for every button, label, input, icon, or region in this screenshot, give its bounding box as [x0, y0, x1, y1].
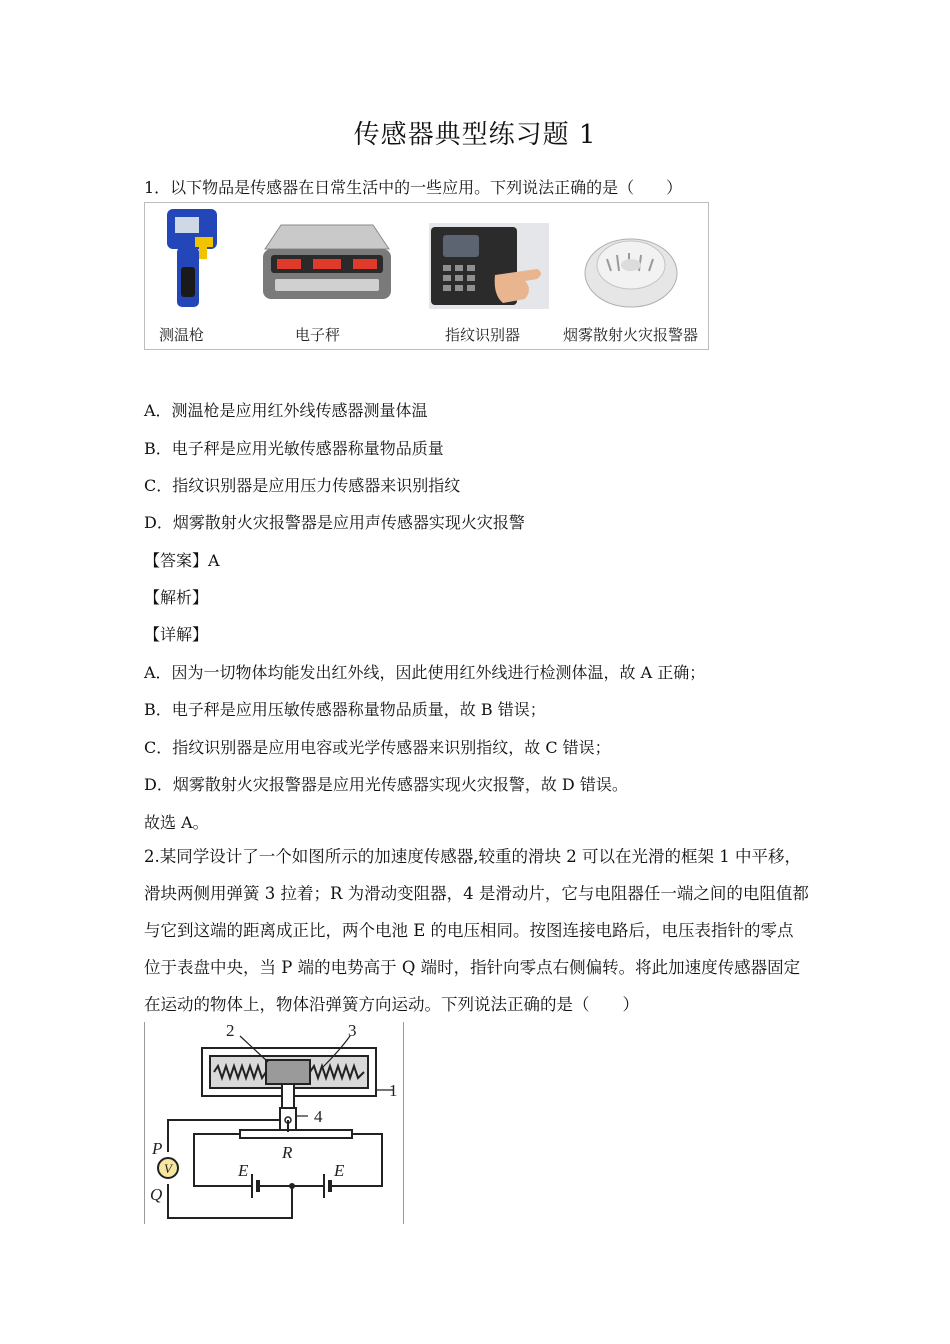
caption-thermometer: 测温枪 [159, 326, 205, 344]
explanation-c: C．指纹识别器是应用电容或光学传感器来识别指纹，故 C 错误； [144, 738, 611, 757]
caption-scale: 电子秤 [295, 326, 341, 344]
slider-rod [282, 1084, 294, 1108]
voltmeter-label: V [164, 1161, 172, 1176]
accelerometer-circuit-diagram [144, 1022, 404, 1224]
label-p: P [152, 1139, 163, 1158]
question-1-stem: 1．以下物品是传感器在日常生活中的一些应用。下列说法正确的是（ ） [144, 178, 683, 197]
conclusion: 故选 A。 [144, 813, 209, 832]
detail-heading: 【详解】 [144, 625, 209, 644]
label-contact: 4 [314, 1107, 323, 1126]
caption-fingerprint: 指纹识别器 [445, 326, 521, 344]
explanation-a: A．因为一切物体均能发出红外线，因此使用红外线进行检测体温，故 A 正确； [144, 663, 706, 682]
page-title: 传感器典型练习题 1 [353, 120, 597, 150]
label-resistor: R [282, 1143, 293, 1162]
option-a: A．测温枪是应用红外线传感器测量体温 [144, 401, 428, 420]
answer: 【答案】A [144, 551, 220, 570]
resistor [240, 1130, 352, 1138]
question-2-stem: 2.某同学设计了一个如图所示的加速度传感器,较重的滑块 2 可以在光滑的框架 1 中平移，滑块两侧用弹簧 3 拉着；R 为滑动变阻器，4 是滑动片，它与电阻器任一端之间的电阻值都与它到这端的距离成正比，两个电池 E 的电压相同。按图连接电路后，电压表指针的零点位于表盘中央，当 P 端的电势高于 Q 端时，指针向零点右侧偏转。将此加速度传感器固定在运动的物体上，物体沿弹簧方向运动。下列说法正确的是（ ） [144, 847, 809, 1014]
electronic-scale-icon [257, 219, 397, 309]
label-battery-left: E [238, 1161, 249, 1180]
label-q: Q [150, 1185, 163, 1204]
question-1-image-strip [144, 202, 709, 350]
label-frame: 1 [389, 1081, 398, 1100]
option-d: D．烟雾散射火灾报警器是应用声传感器实现火灾报警 [144, 513, 525, 532]
junction-dot [289, 1183, 295, 1189]
thermometer-gun-icon [155, 207, 225, 317]
analysis-heading: 【解析】 [144, 588, 209, 607]
label-spring: 3 [348, 1022, 357, 1040]
smoke-detector-icon [581, 225, 681, 311]
option-b: B．电子秤是应用光敏传感器称量物品质量 [144, 439, 444, 458]
label-slider: 2 [226, 1022, 235, 1040]
fingerprint-reader-icon [429, 223, 549, 309]
label-battery-right: E [334, 1161, 345, 1180]
caption-smoke-detector: 烟雾散射火灾报警器 [563, 326, 699, 344]
slider-block [266, 1060, 310, 1084]
explanation-d: D．烟雾散射火灾报警器是应用光传感器实现火灾报警，故 D 错误。 [144, 775, 628, 794]
explanation-b: B．电子秤是应用压敏传感器称量物品质量，故 B 错误； [144, 700, 546, 719]
option-c: C．指纹识别器是应用压力传感器来识别指纹 [144, 476, 461, 495]
